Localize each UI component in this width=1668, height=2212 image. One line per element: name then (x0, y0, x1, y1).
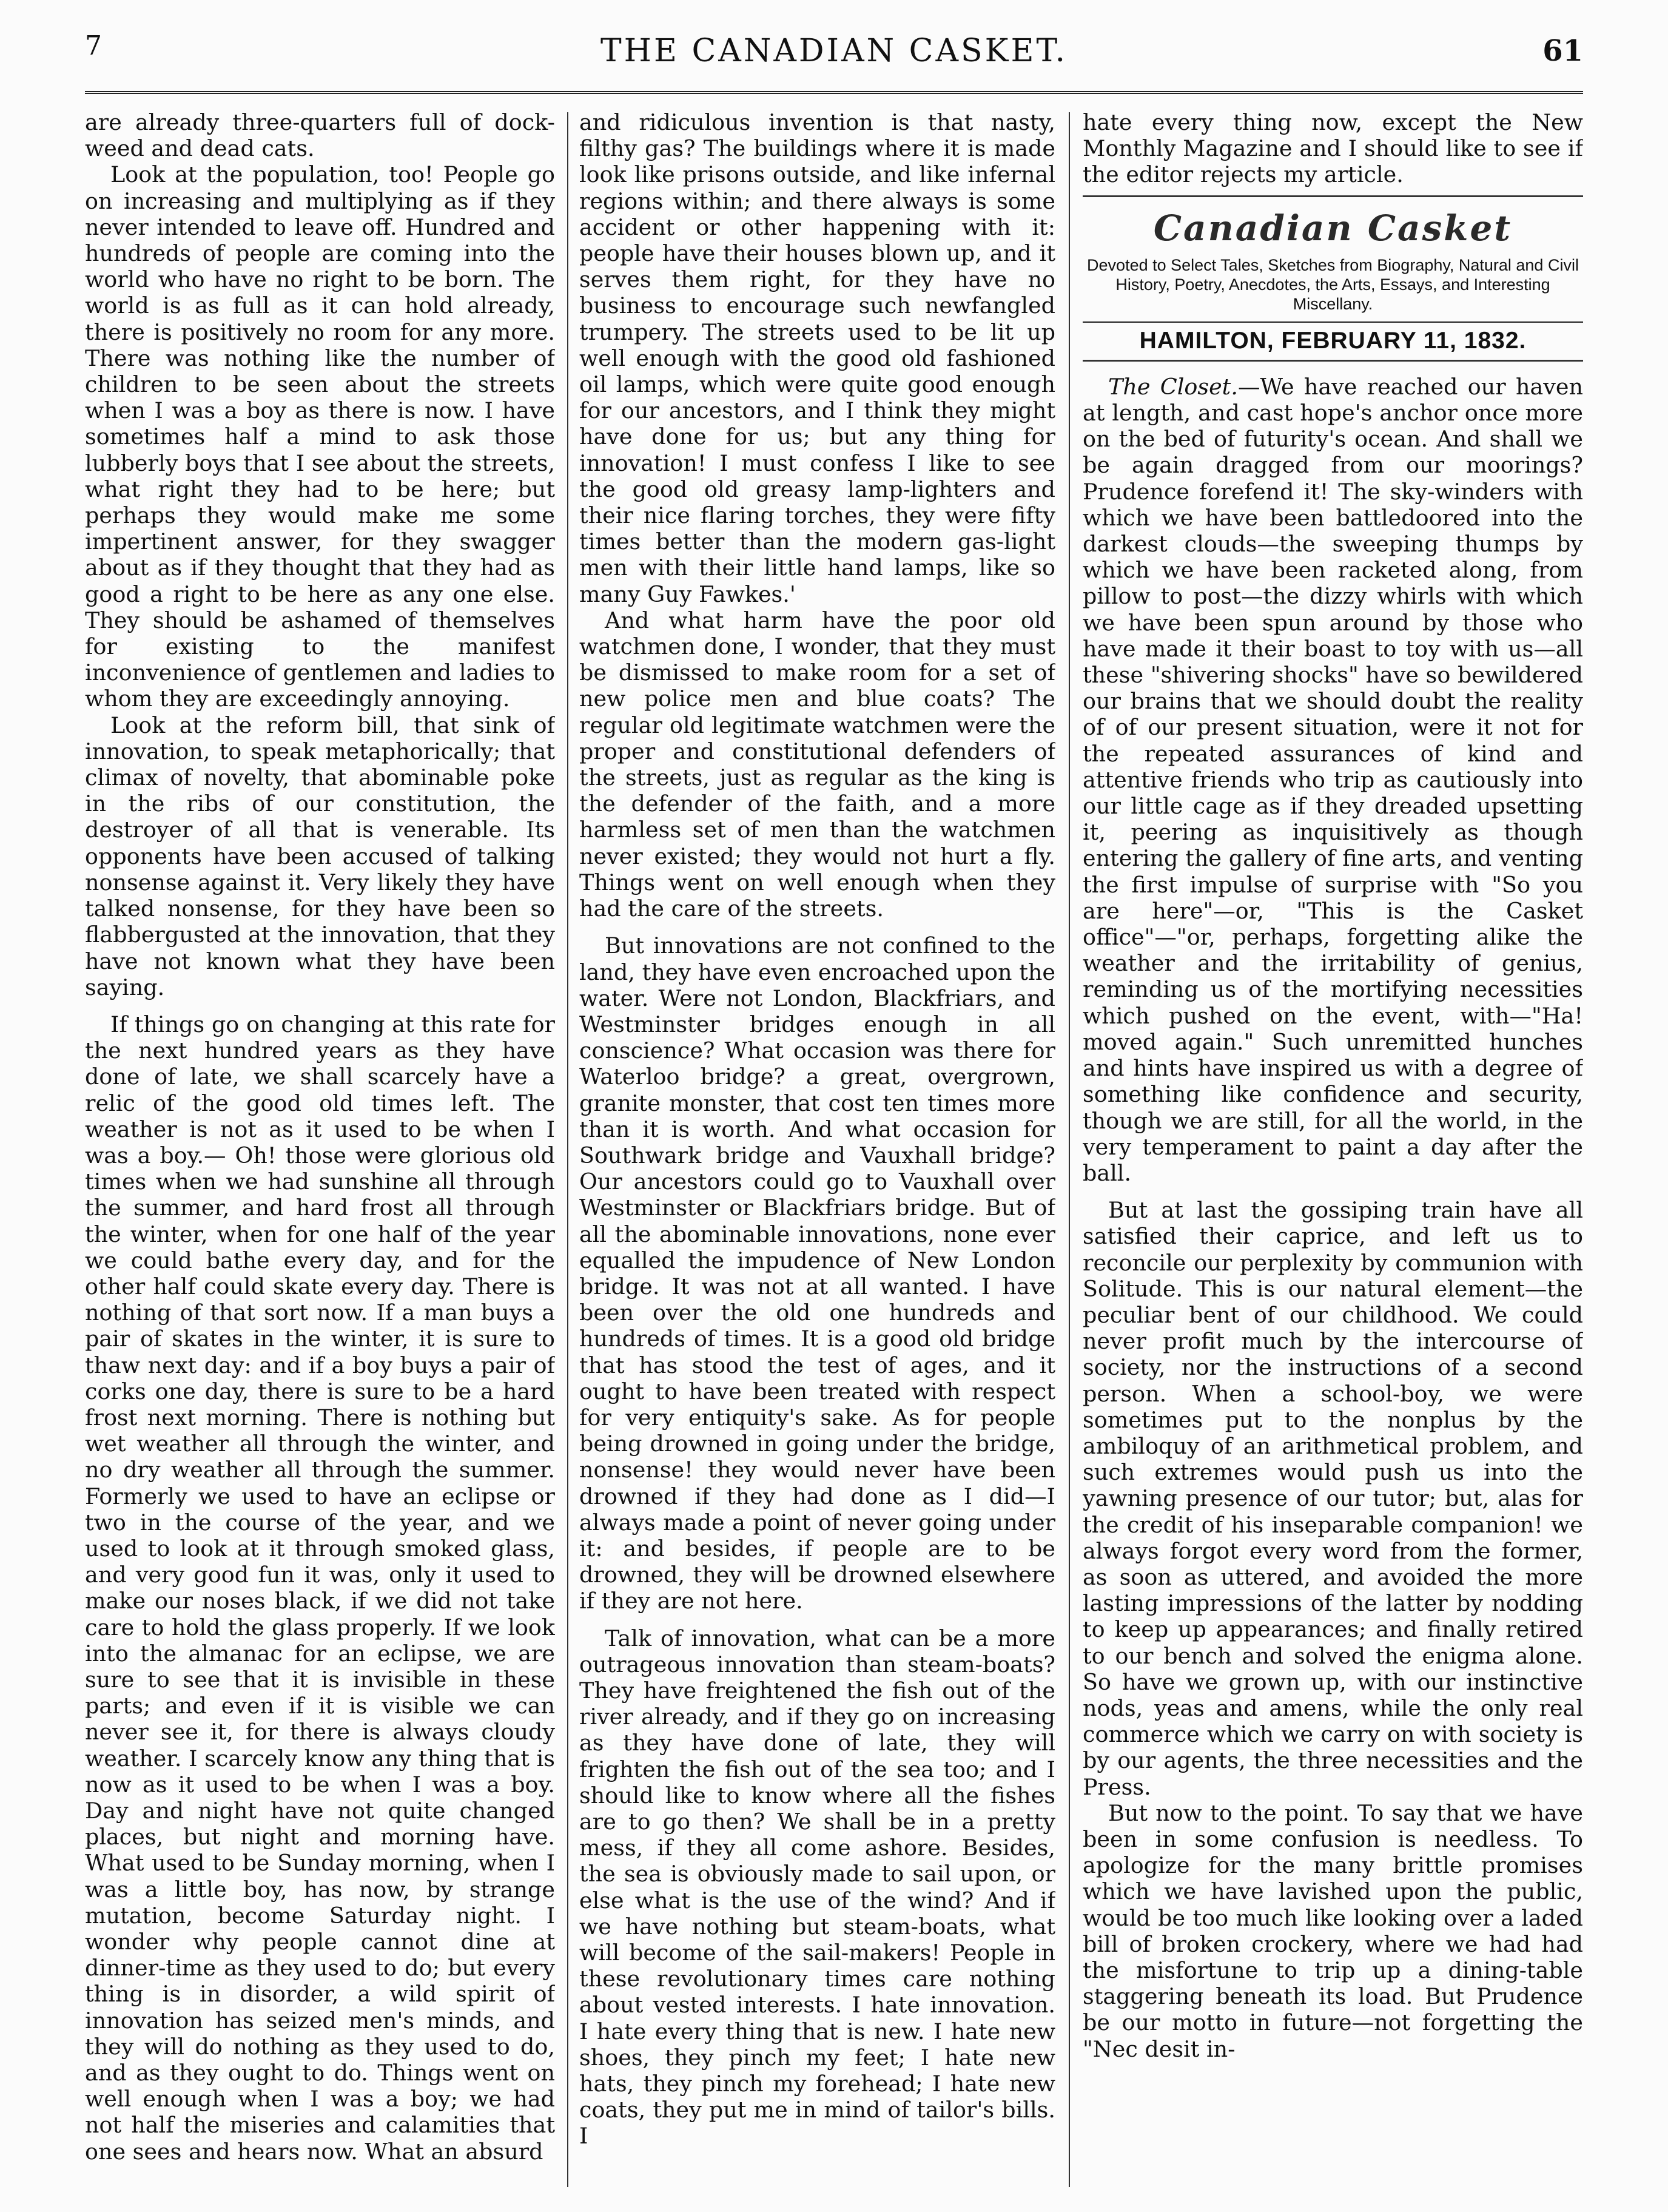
masthead-rule (1083, 195, 1583, 197)
column-3 (1083, 109, 1583, 2184)
paragraph: Look at the reform bill, that sink of innovation, to speak metaphorically; that climax of novelty, that abominable poke in the ribs of our constitution, the destroyer of all that is venerable. Its opponents have been accused of talking nonsense against it. Very likely they have talked nonsense, for they have been so flabbergusted at the innovation, that they have not known what they have been saying. (85, 712, 555, 1000)
column-divider (1069, 112, 1070, 2187)
running-title: THE CANADIAN CASKET. (600, 33, 1068, 69)
masthead-description: Devoted to Select Tales, Sketches from Biography, Natural and Civil History, Poetry, Anecdotes, the Arts, Essays, and Interesting Miscellany. (1087, 255, 1579, 313)
paragraph: But at last the gossiping train have all satisfied their caprice, and left us to reconcile our perplexity by communion with Solitude. This is our natural element—the peculiar bent of our childhood. We could never profit much by the intercourse of society, nor the instructions of a second person. When a school-boy, we were sometimes put to the nonplus by the ambiloquy of an arithmetical problem, and such extremes would push us into the yawning presence of our tutor; but, alas for the credit of his inseparable companion! we always forgot every word from the former, as soon as uttered, and avoided the more lasting impressions of the latter by nodding to keep up appearances; and finally retired to our bench and solved the enigma alone. So have we grown up, with our instinctive nods, yeas and amens, while the only real commerce which we carry on with society is by our agents, the three necessities and the Press. (1083, 1197, 1583, 1800)
paragraph: But now to the point. To say that we have been in some confusion is needless. To apologize for the many brittle promises which we have lavished upon the public, would be too much like looking over a laded bill of broken crockery, where we had had the misfortune to trip up a dining-table staggering beneath its load. But Prudence be our motto in future—not forgetting the "Nec desit in- (1083, 1799, 1583, 2062)
paragraph: are already three-quarters full of dock-weed and dead cats. (85, 109, 555, 162)
section-lead: The Closet. (1108, 373, 1238, 400)
masthead-name: Canadian Casket (1153, 207, 1513, 249)
paragraph: And what harm have the poor old watchmen done, I wonder, that they must be dismissed to make room for a set of new police men and blue coats? The regular old legitimate watchmen were the proper and constitutional defenders of the streets, just as regular as the king is the defender of the faith, and a more harmless set of men than the watchmen never existed; they would not hurt a fly. Things went on well enough when they had the care of the streets. (579, 607, 1055, 922)
page-number: 61 (1542, 34, 1583, 68)
header-rule (85, 91, 1583, 94)
signature-mark: 7 (85, 30, 102, 61)
column-1 (85, 109, 555, 2184)
column-2 (579, 109, 1055, 2184)
paragraph: Look at the population, too! People go on increasing and multiplying as if they never intended to leave off. Hundred and hundreds of people are coming into the world who have no right to be born. The world is as full as it can hold already, there is positively no room for any more. There was nothing like the number of children to be seen about the streets when I was a boy as there is now. I have sometimes half a mind to ask those lubberly boys that I see about the streets, what right they had to be here; but perhaps they would make me some impertinent answer, for they swagger about as if they thought that they had as good a right to be here as any one else. They should be ashamed of themselves for existing to the manifest inconvenience of gentlemen and ladies to whom they are exceedingly annoying. (85, 161, 555, 712)
paragraph (1083, 374, 1583, 1186)
paragraph: But innovations are not confined to the land, they have even encroached upon the water. Were not London, Blackfriars, and Westminster bridges enough in all conscience? What occasion was there for Waterloo bridge? a great, overgrown, granite monster, that cost ten times more than it is worth. And what occasion for Southwark bridge and Vauxhall bridge? Our ancestors could go to Vauxhall over Westminster or Blackfriars bridge. But of all the abominable innovations, none ever equalled the impudence of New London bridge. It was not at all wanted. I have been over the old one hundreds and hundreds of times. It is a good old bridge that has stood the test of ages, and it ought to have been treated with respect for very entiquity's sake. As for people being drowned in going under the bridge, nonsense! they would never have been drowned if they had done as I did—I always made a point of never going under it: and besides, if people are to be drowned, they will be drowned elsewhere if they are not here. (579, 932, 1055, 1614)
paragraph: If things go on changing at this rate for the next hundred years as they have done of late, we shall scarcely have a relic of the good old times left. The weather is not as it used to be when I was a boy.— Oh! those were glorious old times when we had sunshine all through the summer, and hard frost all through the winter, when for one half of the year we could bathe every day, and for the other half could skate every day. There is nothing of that sort now. If a man buys a pair of skates in the winter, it is sure to thaw next day: and if a boy buys a pair of corks one day, there is sure to be a hard frost next morning. There is nothing but wet weather all through the winter, and no dry weather all through the summer. Formerly we used to have an eclipse or two in the course of the year, and we used to look at it through smoked glass, and very good fun it was, only it used to make our noses black, if we did not take care to hold the glass properly. If we look into the almanac for an eclipse, we are sure to see that it is invisible in these parts; and even if it is visible we can never see it, for there is always cloudy weather. I scarcely know any thing that is now as it used to be when I was a boy. Day and night have not quite changed places, but night and morning have. What used to be Sunday morning, when I was a little boy, has now, by strange mutation, become Saturday night. I wonder why people cannot dine at dinner-time as they used to do; but every thing is in disorder, a wild spirit of innovation has seized men's minds, and they will do nothing as they used to do, and as they ought to do. Things went on well enough when I was a boy; we had not half the miseries and calamities that one sees and hears now. What an absurd (85, 1011, 555, 2165)
masthead (1083, 195, 1583, 314)
paragraph: hate every thing now, except the New Monthly Magazine and I should like to see if the editor rejects my article. (1083, 109, 1583, 188)
paragraph-body: —We have reached our haven at length, and cast hope's anchor once more on the bed of futurity's ocean. And shall we be again dragged from our moorings? Prudence forefend it! The sky-winders with which we have been battledoored into the darkest clouds—the sweeping thumps by which we have been racketed along, from pillow to post—the dizzy whirls with which we have been spun around by those who have made it their boast to toy with us—all these "shivering shocks" have so bewildered our brains that we should doubt the reality of of our present situation, were it not for the repeated assurances of kind and attentive friends who trip as cautiously into our little cage as if they dreaded upsetting it, peering as inquisitively as though entering the gallery of fine arts, and venting the first impulse of surprise with "So you are here"—or, "This is the Casket office"—"or, perhaps, forgetting alike the weather and the irritability of genius, reminding us of the mortifying necessities which pushed on the event, with—"Ha! moved again." Such unremitted hunches and hints have inspired us with a degree of something like confidence and security, though we are still, for all the world, in the very temperament to paint a day after the ball. (1083, 373, 1583, 1186)
running-header (85, 30, 1583, 85)
paragraph: Talk of innovation, what can be a more outrageous innovation than steam-boats? They have freightened the fish out of the river already, and if they go on increasing as they have done of late, they will frighten the fish out of the sea too; and I should like to know where all the fishes are to go then? We shall be in a pretty mess, if they all come ashore. Besides, the sea is obviously made to sail upon, or else what is the use of the wind? And if we have nothing but steam-boats, what will become of the sail-makers! People in these revolutionary times care nothing about vested interests. I hate innovation. I hate every thing that is new. I hate new shoes, they pinch my feet; I hate new hats, they pinch my forehead; I hate new coats, they put me in mind of tailor's bills. I (579, 1625, 1055, 2150)
column-divider (567, 112, 568, 2187)
paragraph: and ridiculous invention is that nasty, filthy gas? The buildings where it is made look like prisons outside, and like infernal regions within; and there always is some accident or other happening with it: people have their houses blown up, and it serves them right, for they have no business to encourage such newfangled trumpery. The streets used to be lit up well enough with the good old fashioned oil lamps, which were quite good enough for our ancestors, and I think they might have done for us; but any thing for innovation! I must confess I like to see the good old greasy lamp-lighters and their nice flaring torches, they were fifty times better than the modern gas-light men with their little hand lamps, like so many Guy Fawkes.' (579, 109, 1055, 607)
dateline: HAMILTON, FEBRUARY 11, 1832. (1083, 321, 1583, 362)
